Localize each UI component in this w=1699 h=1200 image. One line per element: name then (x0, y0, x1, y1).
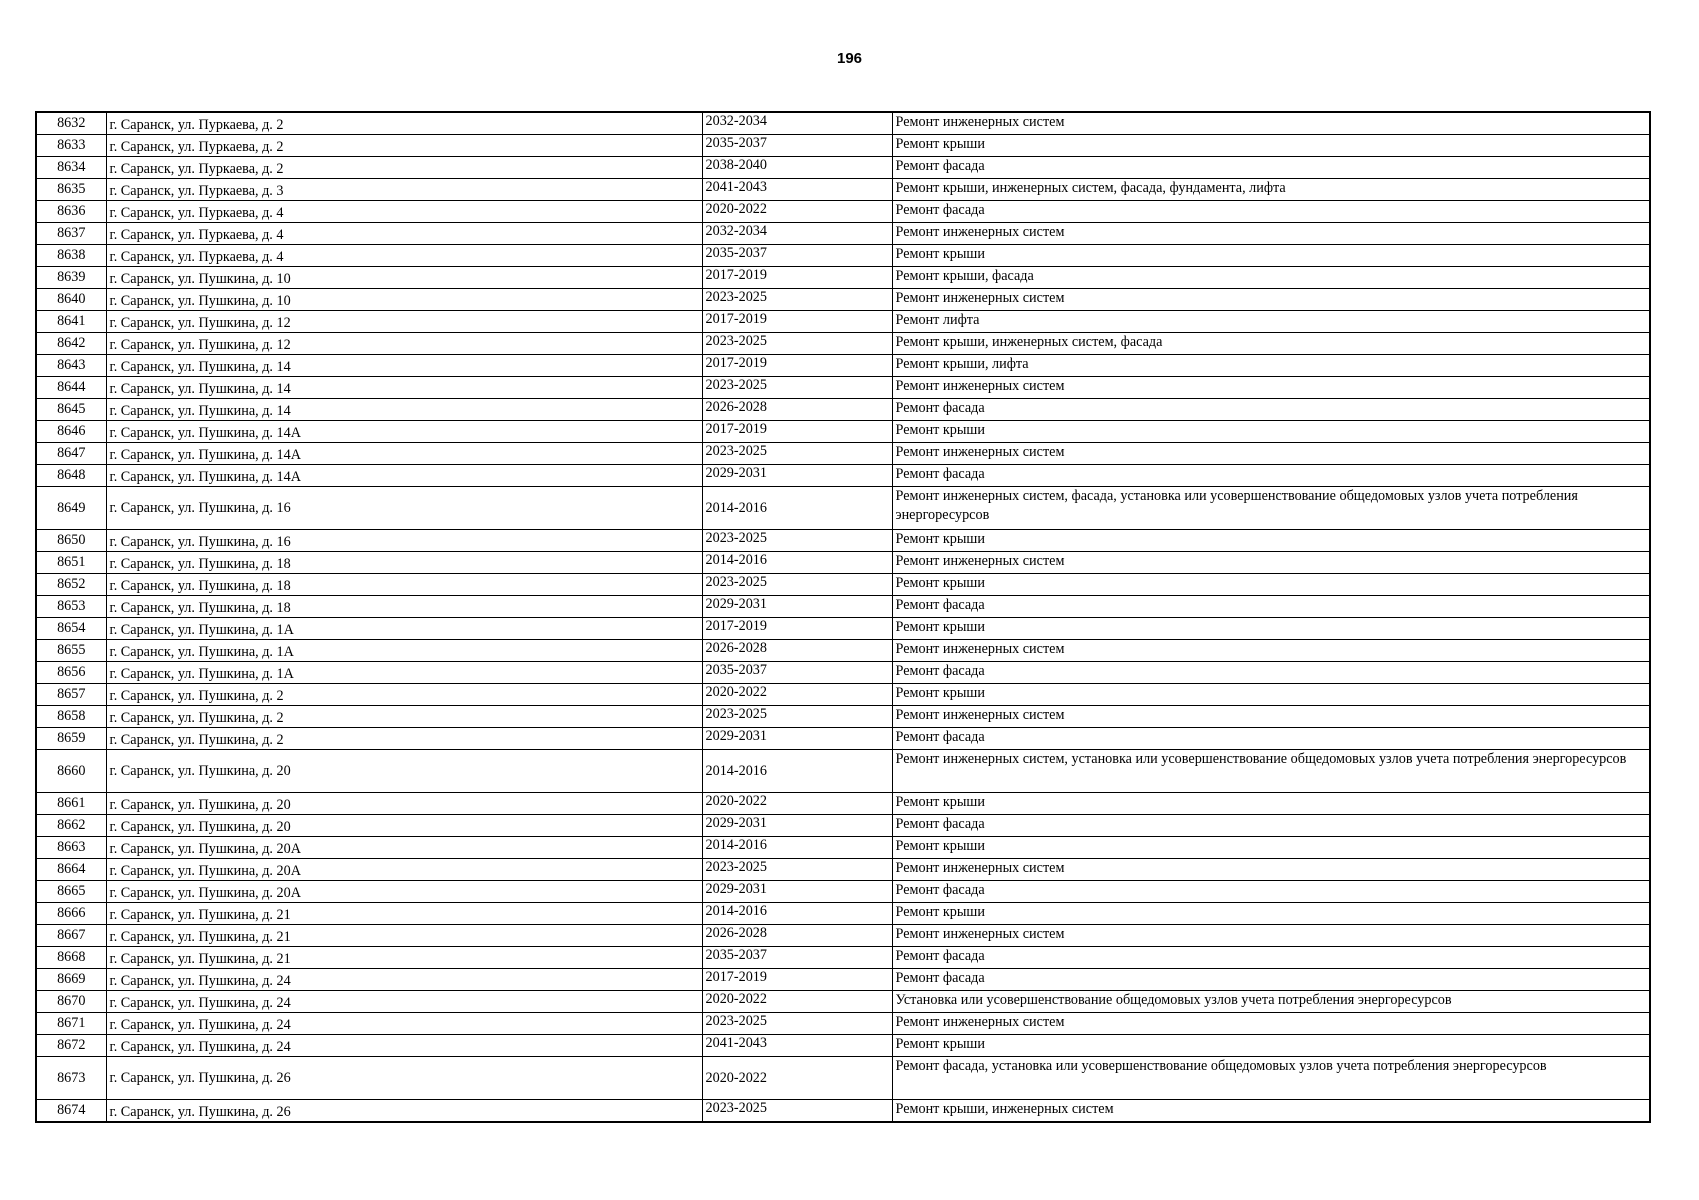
work-type-cell: Ремонт инженерных систем, фасада, установка или усовершенствование общедомовых узлов учета потребления энергоресурсов (892, 487, 1650, 530)
row-number-cell: 8669 (36, 969, 106, 991)
table-row (36, 267, 1650, 289)
work-type-cell: Ремонт крыши, инженерных систем, фасада (892, 333, 1650, 355)
row-number-cell: 8650 (36, 530, 106, 552)
work-type-cell: Ремонт крыши, лифта (892, 355, 1650, 377)
address-cell: г. Саранск, ул. Пушкина, д. 24 (106, 1013, 702, 1035)
work-type-cell: Ремонт крыши (892, 793, 1650, 815)
work-type-cell: Ремонт фасада (892, 596, 1650, 618)
row-number-cell: 8639 (36, 267, 106, 289)
table-row (36, 112, 1650, 135)
table-row (36, 135, 1650, 157)
table-row (36, 706, 1650, 728)
table-row (36, 574, 1650, 596)
period-cell: 2035-2037 (702, 245, 892, 267)
period-cell: 2035-2037 (702, 662, 892, 684)
table-row (36, 443, 1650, 465)
period-cell: 2038-2040 (702, 157, 892, 179)
row-number-cell: 8642 (36, 333, 106, 355)
row-number-cell: 8662 (36, 815, 106, 837)
table-row (36, 311, 1650, 333)
table-row (36, 662, 1650, 684)
table-row (36, 201, 1650, 223)
period-cell: 2041-2043 (702, 179, 892, 201)
address-cell: г. Саранск, ул. Пушкина, д. 12 (106, 311, 702, 333)
address-cell: г. Саранск, ул. Пушкина, д. 26 (106, 1057, 702, 1100)
address-cell: г. Саранск, ул. Пушкина, д. 2 (106, 684, 702, 706)
row-number-cell: 8632 (36, 112, 106, 135)
address-cell: г. Саранск, ул. Пушкина, д. 18 (106, 552, 702, 574)
address-cell: г. Саранск, ул. Пушкина, д. 10 (106, 267, 702, 289)
address-cell: г. Саранск, ул. Пуркаева, д. 4 (106, 201, 702, 223)
period-cell: 2014-2016 (702, 837, 892, 859)
period-cell: 2014-2016 (702, 487, 892, 530)
table-row (36, 640, 1650, 662)
table-row (36, 750, 1650, 793)
work-type-cell: Ремонт фасада (892, 969, 1650, 991)
period-cell: 2029-2031 (702, 815, 892, 837)
period-cell: 2026-2028 (702, 640, 892, 662)
table-row (36, 793, 1650, 815)
row-number-cell: 8634 (36, 157, 106, 179)
address-cell: г. Саранск, ул. Пуркаева, д. 2 (106, 112, 702, 135)
table-row (36, 991, 1650, 1013)
address-cell: г. Саранск, ул. Пушкина, д. 21 (106, 925, 702, 947)
period-cell: 2017-2019 (702, 618, 892, 640)
work-type-cell: Ремонт фасада (892, 465, 1650, 487)
period-cell: 2029-2031 (702, 465, 892, 487)
table-row (36, 815, 1650, 837)
address-cell: г. Саранск, ул. Пушкина, д. 18 (106, 574, 702, 596)
period-cell: 2035-2037 (702, 135, 892, 157)
address-cell: г. Саранск, ул. Пушкина, д. 16 (106, 487, 702, 530)
address-cell: г. Саранск, ул. Пушкина, д. 21 (106, 947, 702, 969)
row-number-cell: 8658 (36, 706, 106, 728)
row-number-cell: 8668 (36, 947, 106, 969)
table-row (36, 179, 1650, 201)
work-type-cell: Ремонт крыши, инженерных систем, фасада, фундамента, лифта (892, 179, 1650, 201)
period-cell: 2014-2016 (702, 750, 892, 793)
row-number-cell: 8656 (36, 662, 106, 684)
work-type-cell: Ремонт крыши (892, 618, 1650, 640)
work-type-cell: Ремонт фасада, установка или усовершенствование общедомовых узлов учета потребления энергоресурсов (892, 1057, 1650, 1100)
row-number-cell: 8671 (36, 1013, 106, 1035)
row-number-cell: 8654 (36, 618, 106, 640)
address-cell: г. Саранск, ул. Пушкина, д. 20А (106, 837, 702, 859)
row-number-cell: 8651 (36, 552, 106, 574)
work-type-cell: Ремонт инженерных систем (892, 289, 1650, 311)
row-number-cell: 8645 (36, 399, 106, 421)
table-row (36, 859, 1650, 881)
row-number-cell: 8660 (36, 750, 106, 793)
work-type-cell: Ремонт инженерных систем (892, 552, 1650, 574)
period-cell: 2023-2025 (702, 377, 892, 399)
address-cell: г. Саранск, ул. Пушкина, д. 14 (106, 377, 702, 399)
table-row (36, 377, 1650, 399)
period-cell: 2020-2022 (702, 684, 892, 706)
address-cell: г. Саранск, ул. Пушкина, д. 2 (106, 728, 702, 750)
row-number-cell: 8635 (36, 179, 106, 201)
period-cell: 2029-2031 (702, 881, 892, 903)
period-cell: 2023-2025 (702, 859, 892, 881)
address-cell: г. Саранск, ул. Пушкина, д. 24 (106, 1035, 702, 1057)
work-type-cell: Установка или усовершенствование общедомовых узлов учета потребления энергоресурсов (892, 991, 1650, 1013)
address-cell: г. Саранск, ул. Пушкина, д. 24 (106, 991, 702, 1013)
address-cell: г. Саранск, ул. Пушкина, д. 20 (106, 793, 702, 815)
row-number-cell: 8673 (36, 1057, 106, 1100)
period-cell: 2023-2025 (702, 289, 892, 311)
work-type-cell: Ремонт фасада (892, 728, 1650, 750)
work-type-cell: Ремонт крыши (892, 837, 1650, 859)
table-row (36, 333, 1650, 355)
work-type-cell: Ремонт крыши (892, 530, 1650, 552)
table-body (36, 112, 1650, 1122)
address-cell: г. Саранск, ул. Пушкина, д. 24 (106, 969, 702, 991)
work-type-cell: Ремонт фасада (892, 662, 1650, 684)
work-type-cell: Ремонт инженерных систем, установка или усовершенствование общедомовых узлов учета потребления энергоресурсов (892, 750, 1650, 793)
work-type-cell: Ремонт крыши (892, 574, 1650, 596)
table-row (36, 684, 1650, 706)
address-cell: г. Саранск, ул. Пуркаева, д. 2 (106, 135, 702, 157)
table-row (36, 399, 1650, 421)
table-row (36, 728, 1650, 750)
period-cell: 2023-2025 (702, 1013, 892, 1035)
address-cell: г. Саранск, ул. Пушкина, д. 16 (106, 530, 702, 552)
period-cell: 2017-2019 (702, 311, 892, 333)
address-cell: г. Саранск, ул. Пушкина, д. 12 (106, 333, 702, 355)
period-cell: 2035-2037 (702, 947, 892, 969)
page-number: 196 (836, 50, 863, 67)
row-number-cell: 8659 (36, 728, 106, 750)
table-row (36, 881, 1650, 903)
table-row (36, 1100, 1650, 1123)
period-cell: 2020-2022 (702, 793, 892, 815)
table-row (36, 355, 1650, 377)
address-cell: г. Саранск, ул. Пушкина, д. 14 (106, 355, 702, 377)
table-row (36, 925, 1650, 947)
period-cell: 2023-2025 (702, 574, 892, 596)
row-number-cell: 8663 (36, 837, 106, 859)
row-number-cell: 8661 (36, 793, 106, 815)
period-cell: 2029-2031 (702, 728, 892, 750)
table-row (36, 618, 1650, 640)
period-cell: 2023-2025 (702, 333, 892, 355)
row-number-cell: 8648 (36, 465, 106, 487)
period-cell: 2023-2025 (702, 530, 892, 552)
row-number-cell: 8636 (36, 201, 106, 223)
table-row (36, 465, 1650, 487)
address-cell: г. Саранск, ул. Пушкина, д. 21 (106, 903, 702, 925)
work-type-cell: Ремонт инженерных систем (892, 377, 1650, 399)
period-cell: 2014-2016 (702, 903, 892, 925)
row-number-cell: 8637 (36, 223, 106, 245)
work-type-cell: Ремонт крыши (892, 903, 1650, 925)
address-cell: г. Саранск, ул. Пушкина, д. 20А (106, 881, 702, 903)
work-type-cell: Ремонт фасада (892, 947, 1650, 969)
period-cell: 2017-2019 (702, 267, 892, 289)
work-type-cell: Ремонт фасада (892, 201, 1650, 223)
work-type-cell: Ремонт крыши, инженерных систем (892, 1100, 1650, 1123)
address-cell: г. Саранск, ул. Пушкина, д. 2 (106, 706, 702, 728)
table-row (36, 903, 1650, 925)
address-cell: г. Саранск, ул. Пушкина, д. 26 (106, 1100, 702, 1123)
table-row (36, 837, 1650, 859)
table-row (36, 596, 1650, 618)
table-row (36, 421, 1650, 443)
period-cell: 2017-2019 (702, 421, 892, 443)
period-cell: 2017-2019 (702, 969, 892, 991)
work-type-cell: Ремонт инженерных систем (892, 1013, 1650, 1035)
work-type-cell: Ремонт фасада (892, 157, 1650, 179)
period-cell: 2026-2028 (702, 925, 892, 947)
row-number-cell: 8641 (36, 311, 106, 333)
work-type-cell: Ремонт инженерных систем (892, 640, 1650, 662)
address-cell: г. Саранск, ул. Пушкина, д. 14А (106, 465, 702, 487)
row-number-cell: 8647 (36, 443, 106, 465)
address-cell: г. Саранск, ул. Пушкина, д. 10 (106, 289, 702, 311)
work-type-cell: Ремонт крыши (892, 245, 1650, 267)
period-cell: 2020-2022 (702, 991, 892, 1013)
row-number-cell: 8649 (36, 487, 106, 530)
work-type-cell: Ремонт инженерных систем (892, 223, 1650, 245)
period-cell: 2023-2025 (702, 443, 892, 465)
period-cell: 2020-2022 (702, 1057, 892, 1100)
work-type-cell: Ремонт инженерных систем (892, 706, 1650, 728)
work-type-cell: Ремонт инженерных систем (892, 112, 1650, 135)
period-cell: 2014-2016 (702, 552, 892, 574)
address-cell: г. Саранск, ул. Пуркаева, д. 2 (106, 157, 702, 179)
address-cell: г. Саранск, ул. Пушкина, д. 1А (106, 662, 702, 684)
row-number-cell: 8640 (36, 289, 106, 311)
row-number-cell: 8638 (36, 245, 106, 267)
work-type-cell: Ремонт крыши (892, 684, 1650, 706)
table-row (36, 223, 1650, 245)
row-number-cell: 8664 (36, 859, 106, 881)
work-type-cell: Ремонт инженерных систем (892, 443, 1650, 465)
period-cell: 2023-2025 (702, 706, 892, 728)
work-type-cell: Ремонт фасада (892, 815, 1650, 837)
work-type-cell: Ремонт крыши (892, 421, 1650, 443)
row-number-cell: 8646 (36, 421, 106, 443)
table-row (36, 1057, 1650, 1100)
period-cell: 2041-2043 (702, 1035, 892, 1057)
table-row (36, 530, 1650, 552)
period-cell: 2020-2022 (702, 201, 892, 223)
row-number-cell: 8674 (36, 1100, 106, 1123)
row-number-cell: 8665 (36, 881, 106, 903)
row-number-cell: 8643 (36, 355, 106, 377)
row-number-cell: 8644 (36, 377, 106, 399)
row-number-cell: 8655 (36, 640, 106, 662)
work-type-cell: Ремонт крыши (892, 135, 1650, 157)
address-cell: г. Саранск, ул. Пушкина, д. 14А (106, 443, 702, 465)
work-type-cell: Ремонт лифта (892, 311, 1650, 333)
period-cell: 2032-2034 (702, 223, 892, 245)
work-type-cell: Ремонт крыши (892, 1035, 1650, 1057)
address-cell: г. Саранск, ул. Пушкина, д. 20 (106, 750, 702, 793)
row-number-cell: 8666 (36, 903, 106, 925)
work-type-cell: Ремонт крыши, фасада (892, 267, 1650, 289)
table-row (36, 1013, 1650, 1035)
work-type-cell: Ремонт фасада (892, 399, 1650, 421)
work-type-cell: Ремонт инженерных систем (892, 925, 1650, 947)
work-type-cell: Ремонт фасада (892, 881, 1650, 903)
row-number-cell: 8670 (36, 991, 106, 1013)
address-cell: г. Саранск, ул. Пушкина, д. 14 (106, 399, 702, 421)
row-number-cell: 8672 (36, 1035, 106, 1057)
address-cell: г. Саранск, ул. Пуркаева, д. 4 (106, 223, 702, 245)
table-row (36, 1035, 1650, 1057)
period-cell: 2029-2031 (702, 596, 892, 618)
address-cell: г. Саранск, ул. Пушкина, д. 18 (106, 596, 702, 618)
table-row (36, 969, 1650, 991)
table-row (36, 947, 1650, 969)
table-row (36, 289, 1650, 311)
period-cell: 2023-2025 (702, 1100, 892, 1123)
table-row (36, 552, 1650, 574)
row-number-cell: 8652 (36, 574, 106, 596)
row-number-cell: 8667 (36, 925, 106, 947)
table-row (36, 157, 1650, 179)
row-number-cell: 8653 (36, 596, 106, 618)
address-cell: г. Саранск, ул. Пушкина, д. 20 (106, 815, 702, 837)
table-row (36, 245, 1650, 267)
address-cell: г. Саранск, ул. Пуркаева, д. 3 (106, 179, 702, 201)
row-number-cell: 8657 (36, 684, 106, 706)
row-number-cell: 8633 (36, 135, 106, 157)
work-type-cell: Ремонт инженерных систем (892, 859, 1650, 881)
period-cell: 2032-2034 (702, 112, 892, 135)
address-cell: г. Саранск, ул. Пушкина, д. 1А (106, 640, 702, 662)
period-cell: 2017-2019 (702, 355, 892, 377)
address-cell: г. Саранск, ул. Пуркаева, д. 4 (106, 245, 702, 267)
address-cell: г. Саранск, ул. Пушкина, д. 1А (106, 618, 702, 640)
address-cell: г. Саранск, ул. Пушкина, д. 20А (106, 859, 702, 881)
address-cell: г. Саранск, ул. Пушкина, д. 14А (106, 421, 702, 443)
table-container (35, 111, 1651, 1123)
table-row (36, 487, 1650, 530)
period-cell: 2026-2028 (702, 399, 892, 421)
repair-schedule-table (35, 111, 1651, 1123)
